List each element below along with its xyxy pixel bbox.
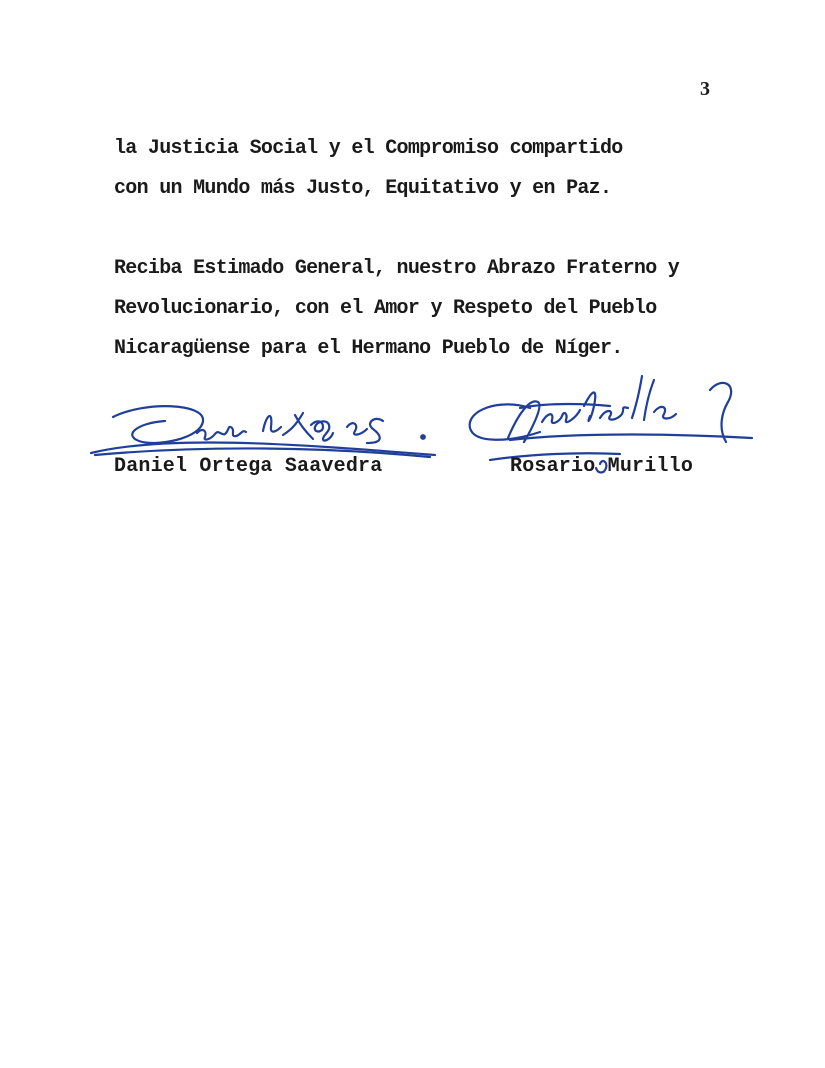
paragraph-line: Reciba Estimado General, nuestro Abrazo Fraterno y xyxy=(114,257,680,280)
paragraph-line: Nicaragüense para el Hermano Pueblo de Níger. xyxy=(114,337,623,360)
paragraph-closing-statement xyxy=(114,129,734,209)
paragraph-line: con un Mundo más Justo, Equitativo y en Paz. xyxy=(114,177,612,200)
signatory-name: Daniel Ortega Saavedra xyxy=(114,455,383,478)
page-number: 3 xyxy=(700,78,710,100)
paragraph-line: Revolucionario, con el Amor y Respeto del Pueblo xyxy=(114,297,657,320)
paragraph-line: la Justicia Social y el Compromiso compartido xyxy=(114,137,623,160)
paragraph-greeting xyxy=(114,249,734,369)
signatory-name: Rosario Murillo xyxy=(510,455,694,478)
